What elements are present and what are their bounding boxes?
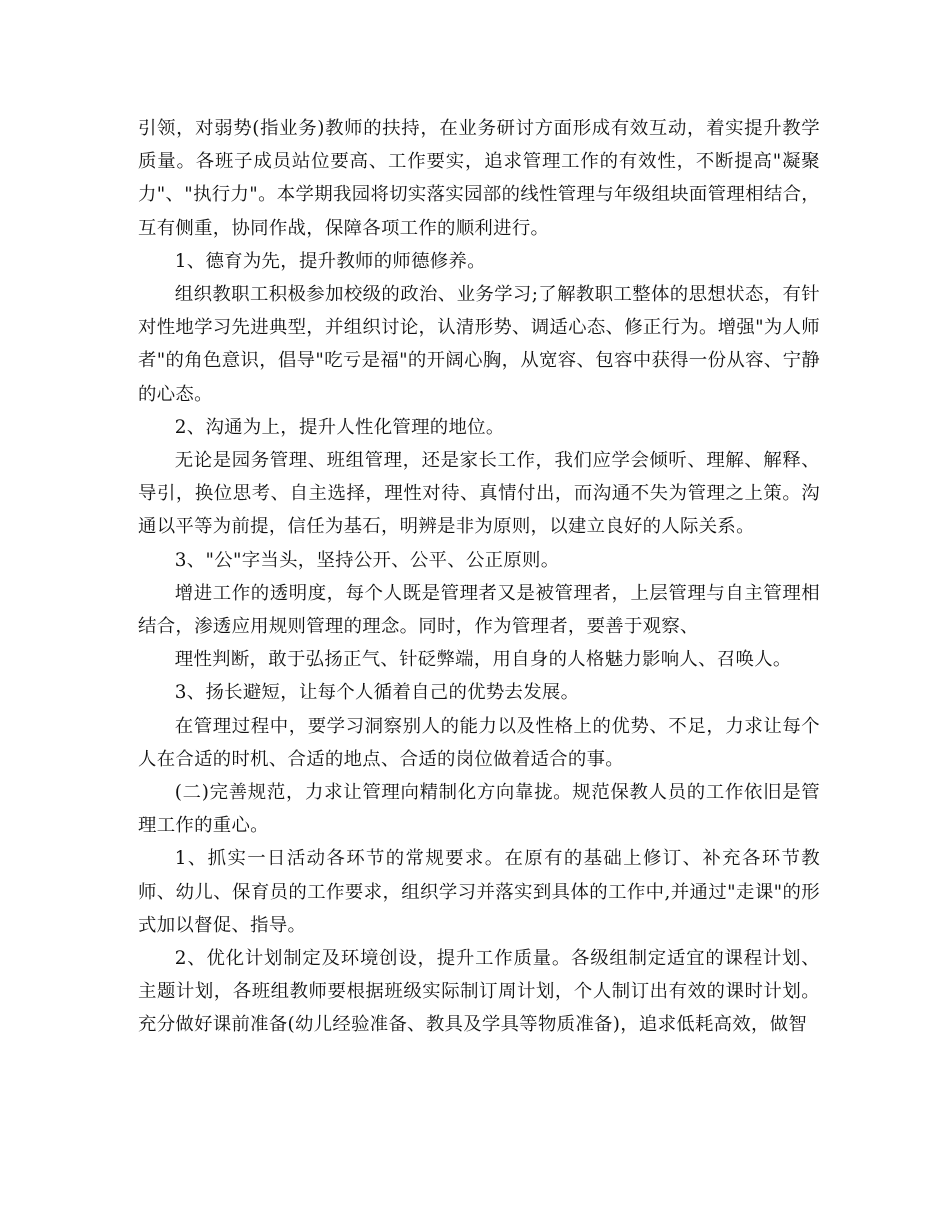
heading-moral-education: 1、德育为先，提升教师的师德修养。 xyxy=(174,250,486,272)
paragraph-moral-education: 组织教职工积极参加校级的政治、业务学习;了解教职工整体的思想状态，有针对性地学习先进典型，并组织讨论，认清形势、调适心态、修正行为。增强"为人师者"的角色意识，倡导"吃亏是福"的开阔心胸，从宽容、包容中获得一份从容、宁静的心态。 xyxy=(138,284,820,405)
paragraph-daily-activities: 1、抓实一日活动各环节的常规要求。在原有的基础上修订、补充各环节教师、幼儿、保育员的工作要求，组织学习并落实到具体的工作中,并通过"走课"的形式加以督促、指导。 xyxy=(138,848,820,936)
paragraph-planning: 2、优化计划制定及环境创设，提升工作质量。各级组制定适宜的课程计划、主题计划，各班组教师要根据班级实际制订周计划，个人制订出有效的课时计划。充分做好课前准备(幼儿经验准备、教具及学具等物质准备)，追求低耗高效，做智 xyxy=(138,948,820,1036)
paragraph-intro: 引领，对弱势(指业务)教师的扶持，在业务研讨方面形成有效互动，着实提升教学质量。各班子成员站位要高、工作要实，追求管理工作的有效性，不断提高"凝聚力"、"执行力"。本学期我园将切实落实园部的线性管理与年级组块面管理相结合，互有侧重，协同作战，保障各项工作的顺利进行。 xyxy=(138,118,820,239)
heading-communication: 2、沟通为上，提升人性化管理的地位。 xyxy=(174,416,505,438)
paragraph-communication: 无论是园务管理、班组管理，还是家长工作，我们应学会倾听、理解、解释、导引，换位思考、自主选择，理性对待、真情付出，而沟通不失为管理之上策。沟通以平等为前提，信任为基石，明辨是非为原则，以建立良好的人际关系。 xyxy=(138,450,820,538)
paragraph-strengths: 在管理过程中，要学习洞察别人的能力以及性格上的优势、不足，力求让每个人在合适的时机、合适的地点、合适的岗位做着适合的事。 xyxy=(138,715,820,770)
heading-fairness: 3、"公"字当头，坚持公开、公平、公正原则。 xyxy=(174,549,560,571)
heading-strengths: 3、扬长避短，让每个人循着自己的优势去发展。 xyxy=(174,682,580,704)
paragraph-section-two: (二)完善规范，力求让管理向精制化方向靠拢。规范保教人员的工作依旧是管理工作的重心。 xyxy=(138,782,820,837)
paragraph-fairness: 增进工作的透明度，每个人既是管理者又是被管理者，上层管理与自主管理相结合，渗透应用规则管理的理念。同时，作为管理者，要善于观察、 xyxy=(138,582,820,638)
paragraph-fairness-continued: 理性判断，敢于弘扬正气、针砭弊端，用自身的人格魅力影响人、召唤人。 xyxy=(174,649,792,671)
